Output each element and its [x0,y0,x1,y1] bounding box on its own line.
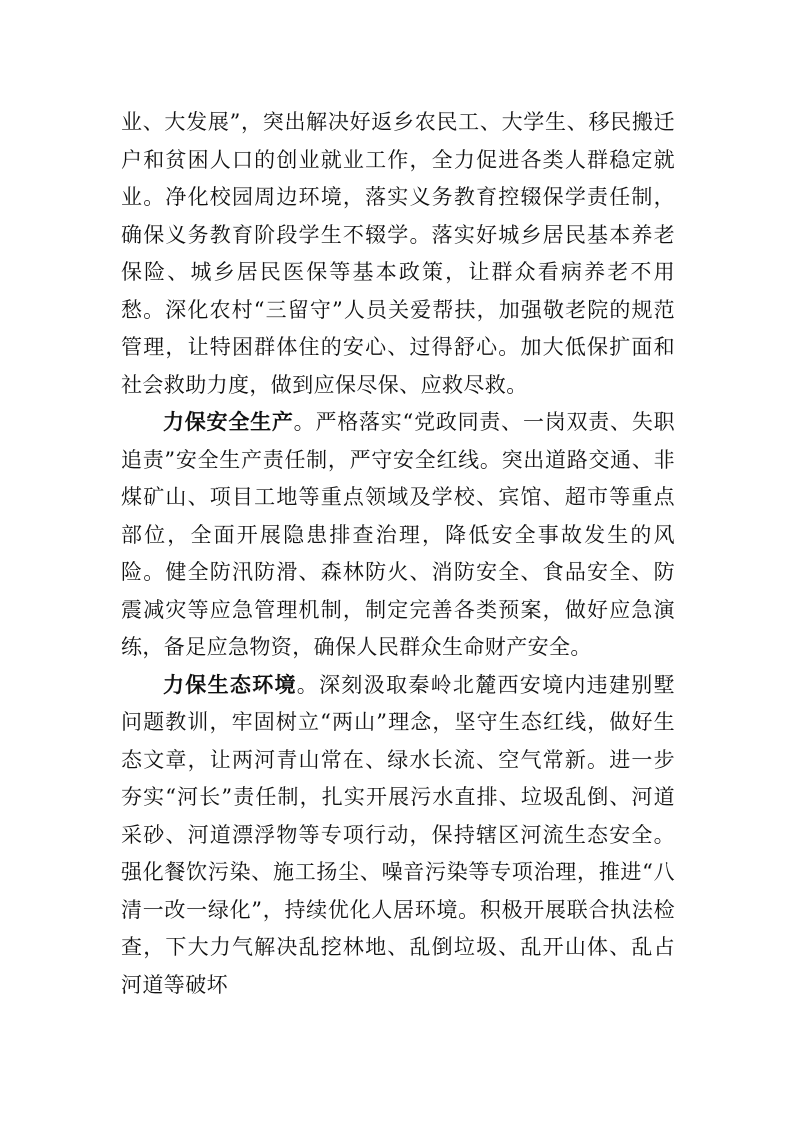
paragraph-safety-production [121,404,675,667]
document-body [121,104,675,1004]
paragraph-ecology [121,667,675,1005]
paragraph-text: 。深刻汲取秦岭北麓西安境内违建别墅问题教训，牢固树立“两山”理念，坚守生态红线，做好生态文章，让两河青山常在、绿水长流、空气常新。进一步夯实“河长”责任制，扎实开展污水直排、垃圾乱倒、河道采砂、河道漂浮物等专项行动，保持辖区河流生态安全。强化餐饮污染、施工扬尘、噪音污染等专项治理，推进“八清一改一绿化”，持续优化人居环境。积极开展联合执法检查，下大力气解决乱挖林地、乱倒垃圾、乱开山体、乱占河道等破坏 [121,672,675,997]
paragraph-text: 业、大发展”，突出解决好返乡农民工、大学生、移民搬迁户和贫困人口的创业就业工作，全力促进各类人群稳定就业。净化校园周边环境，落实义务教育控辍保学责任制，确保义务教育阶段学生不辍学。落实好城乡居民基本养老保险、城乡居民医保等基本政策，让群众看病养老不用愁。深化农村“三留守”人员关爱帮扶，加强敬老院的规范管理，让特困群体住的安心、过得舒心。加大低保扩面和社会救助力度，做到应保尽保、应救尽救。 [121,110,675,397]
paragraph-text: 。严格落实“党政同责、一岗双责、失职追责”安全生产责任制，严守安全红线。突出道路交通、非煤矿山、项目工地等重点领域及学校、宾馆、超市等重点部位，全面开展隐患排查治理，降低安全事故发生的风险。健全防汛防滑、森林防火、消防安全、食品安全、防震减灾等应急管理机制，制定完善各类预案，做好应急演练，备足应急物资，确保人民群众生命财产安全。 [121,410,676,659]
section-heading-ecology: 力保生态环境 [163,672,297,697]
section-heading-safety: 力保安全生产 [163,410,294,434]
paragraph-employment [121,104,675,404]
